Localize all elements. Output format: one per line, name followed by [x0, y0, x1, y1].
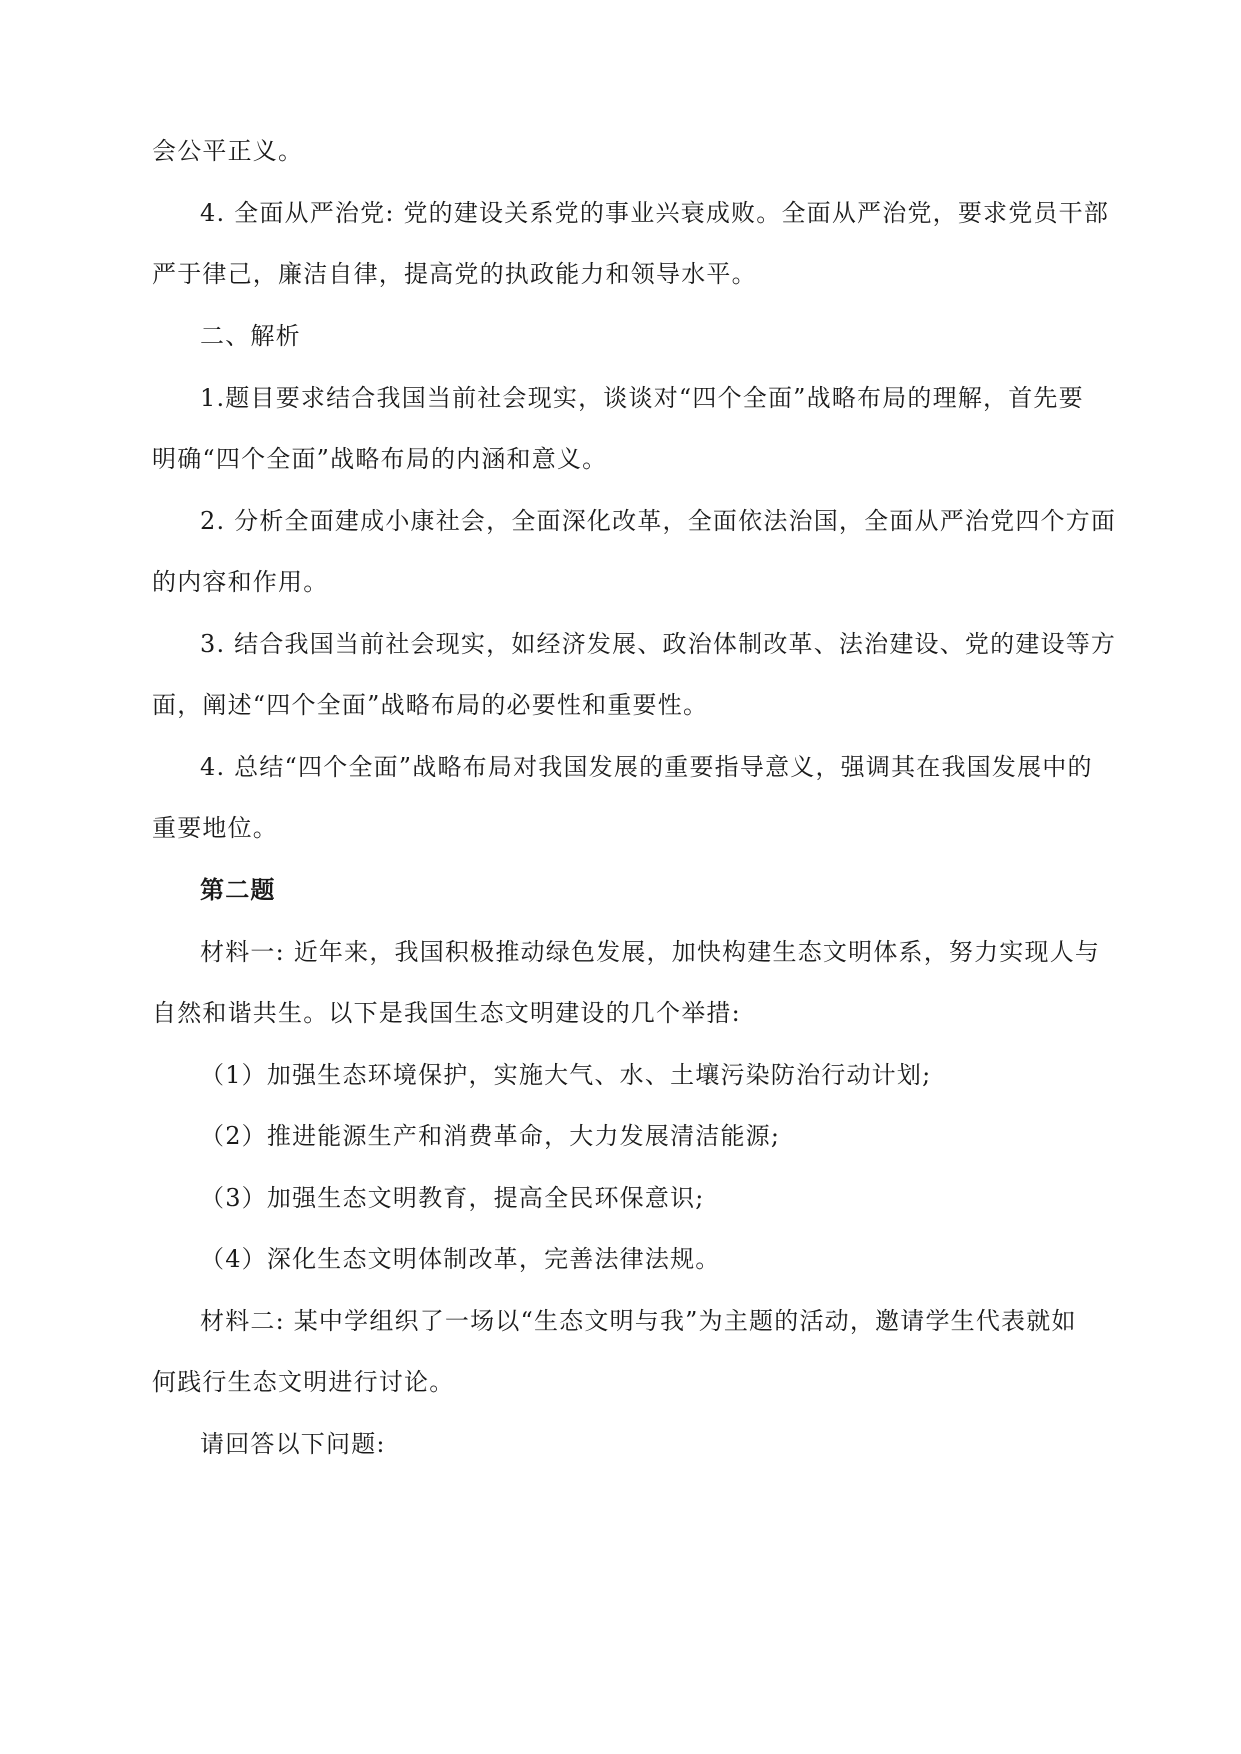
text-line: 2. 分析全面建成小康社会，全面深化改革，全面依法治国，全面从严治党四个方面 — [200, 507, 1117, 535]
text-line: 材料二: 某中学组织了一场以“生态文明与我”为主题的活动，邀请学生代表就如 — [200, 1307, 1077, 1335]
list-item: （2）推进能源生产和消费革命，大力发展清洁能源; — [200, 1122, 781, 1150]
list-item: （1）加强生态环境保护，实施大气、水、土壤污染防治行动计划; — [200, 1061, 932, 1089]
text-line: 自然和谐共生。以下是我国生态文明建设的几个举措: — [152, 999, 741, 1027]
text-line: 何践行生态文明进行讨论。 — [152, 1368, 455, 1396]
section-heading: 二、解析 — [200, 322, 301, 350]
text-line: 3. 结合我国当前社会现实，如经济发展、政治体制改革、法治建设、党的建设等方 — [200, 630, 1117, 658]
text-line: 的内容和作用。 — [152, 568, 329, 596]
text-line: 面，阐述“四个全面”战略布局的必要性和重要性。 — [152, 691, 709, 719]
text-line: 1.题目要求结合我国当前社会现实，谈谈对“四个全面”战略布局的理解，首先要 — [200, 384, 1084, 412]
text-line: 重要地位。 — [152, 814, 278, 842]
list-item: （4）深化生态文明体制改革，完善法律法规。 — [200, 1245, 721, 1273]
text-line: 请回答以下问题: — [200, 1430, 386, 1458]
text-line: 4. 总结“四个全面”战略布局对我国发展的重要指导意义，强调其在我国发展中的 — [200, 753, 1093, 781]
question-heading: 第二题 — [200, 875, 276, 904]
list-item: （3）加强生态文明教育，提高全民环保意识; — [200, 1184, 705, 1212]
text-line: 4. 全面从严治党: 党的建设关系党的事业兴衰成败。全面从严治党，要求党员干部 — [200, 199, 1110, 227]
text-line: 严于律己，廉洁自律，提高党的执政能力和领导水平。 — [152, 260, 757, 288]
text-line: 明确“四个全面”战略布局的内涵和意义。 — [152, 445, 608, 473]
text-line: 材料一: 近年来，我国积极推动绿色发展，加快构建生态文明体系，努力实现人与 — [200, 938, 1101, 966]
text-line: 会公平正义。 — [152, 137, 304, 165]
